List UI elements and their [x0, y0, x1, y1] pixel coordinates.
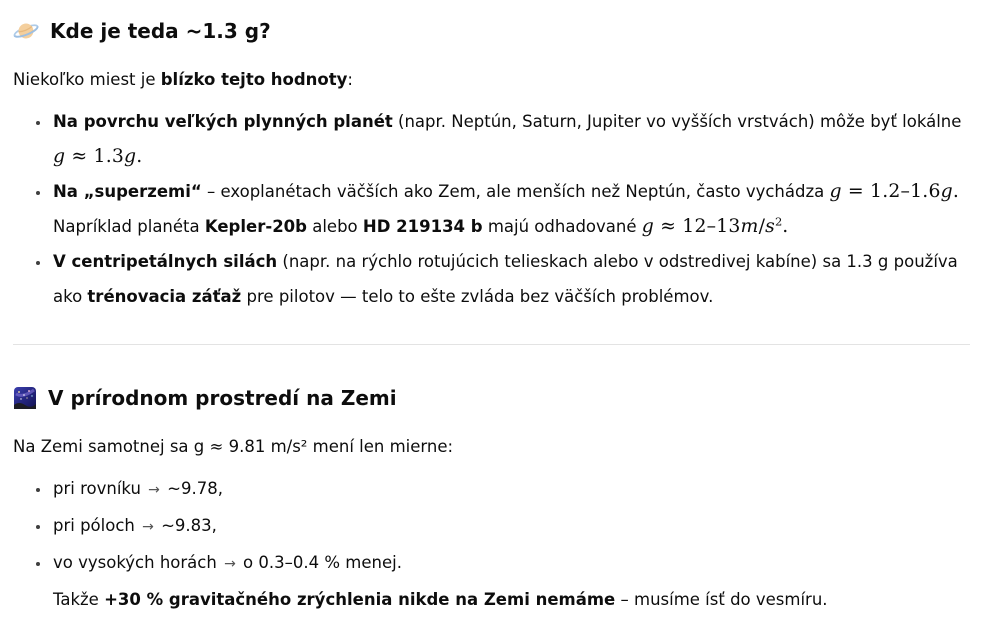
bullet-list [13, 471, 970, 617]
list-item-line: • V centripetálnych silách (napr. na rýchlo rotujúcich telieskach alebo v odstredivej kabíne) sa 1.3 g používa ako trénovacia záťaž pre pilotov — telo to ešte zvláda bez väčších problémov. [53, 252, 958, 306]
divider [13, 344, 970, 345]
section-heading [13, 16, 970, 46]
section-heading [13, 383, 970, 413]
list-item [51, 508, 970, 545]
list-item-line: Takže +30 % gravitačného zrýchlenia nikde na Zemi nemáme – musíme ísť do vesmíru. [53, 590, 828, 609]
list-item-line: • pri póloch → ~9.83, [53, 516, 217, 535]
bullet-list [13, 104, 970, 314]
ringed-planet-emoji-icon [13, 18, 39, 44]
section-heading-label: Kde je teda ~1.3 g? [50, 19, 271, 43]
list-item-line: • Na „superzemi“ – exoplanétach väčších ako Zem, ale menších než Neptún, často vychádza g = 1.2–1.6g. [53, 181, 960, 202]
list-item-line: • Na povrchu veľkých plynných planét (napr. Neptún, Saturn, Jupiter vo vyšších vrstvách) môže byť lokálne g ≈ 1.3g. [53, 112, 962, 167]
list-item [51, 545, 970, 617]
lead-paragraph: Na Zemi samotnej sa g ≈ 9.81 m/s² mení len mierne: [13, 437, 454, 456]
section-heading-label: V prírodnom prostredí na Zemi [48, 386, 397, 410]
list-item [51, 471, 970, 508]
list-item [51, 104, 970, 174]
list-item-line: • vo vysokých horách → o 0.3–0.4 % menej. [53, 553, 402, 572]
list-item-line: Napríklad planéta Kepler-20b alebo HD 219134 b majú odhadované $g \approx 12-13m/s^2$. [53, 214, 789, 237]
section-natural-environment [13, 383, 970, 617]
section-where-is-1-3g [13, 16, 970, 314]
lead-paragraph: Niekoľko miest je blízko tejto hodnoty: [13, 70, 353, 89]
list-item-line: • pri rovníku → ~9.78, [53, 479, 223, 498]
list-item [51, 244, 970, 314]
list-item [51, 174, 970, 244]
milky-way-emoji-icon [13, 386, 37, 410]
